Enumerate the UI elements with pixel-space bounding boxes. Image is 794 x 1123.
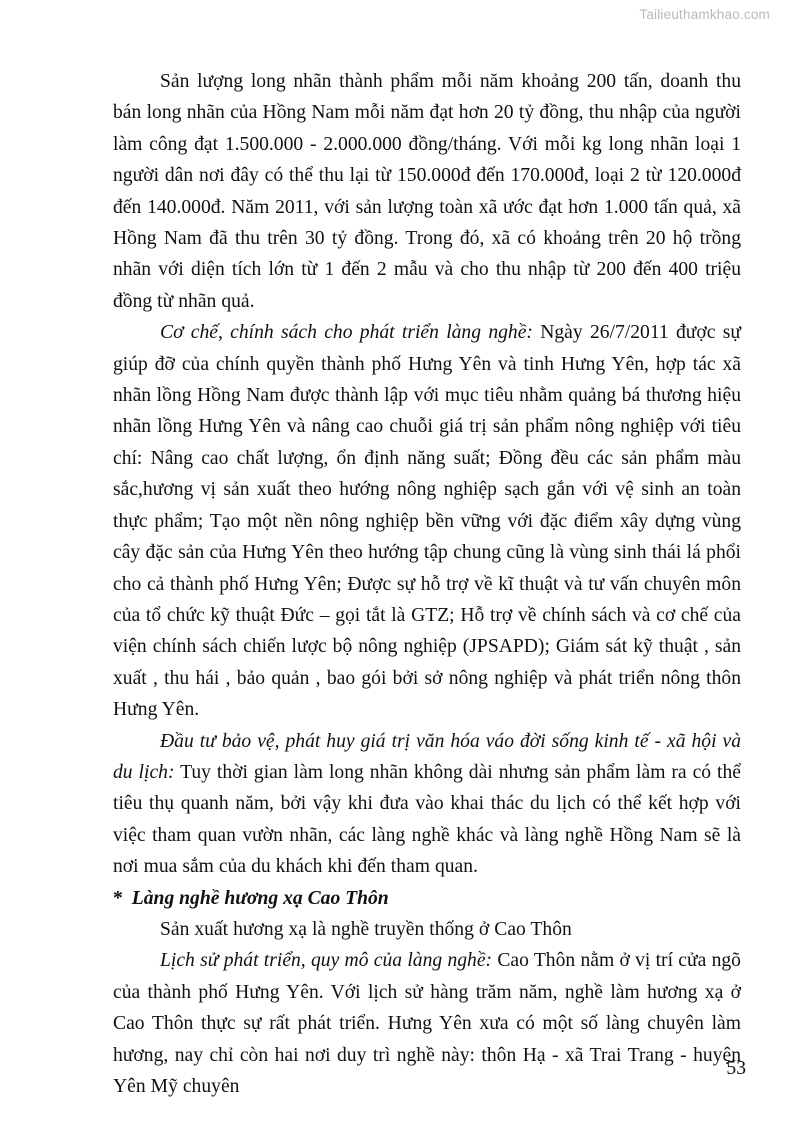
paragraph-body: Cao Thôn nằm ở vị trí cửa ngõ của thành phố Hưng Yên. Với lịch sử hàng trăm năm, nghề làm hương xạ ở Cao Thôn thực sự rất phát triển. Hưng Yên xưa có một số làng chuyên làm hương, nay chỉ còn hai nơi duy trì nghề này: thôn Hạ - xã Trai Trang - huyện Yên Mỹ chuyên: [113, 950, 741, 1097]
italic-lead-in: Cơ chế, chính sách cho phát triển làng nghề:: [160, 322, 533, 344]
page-body: [113, 66, 741, 1102]
asterisk-bullet-icon: *: [113, 887, 123, 909]
page-number: 53: [726, 1058, 746, 1080]
paragraph-block: Sản lượng long nhãn thành phẩm mỗi năm khoảng 200 tấn, doanh thu bán long nhãn của Hồng Nam mỗi năm đạt hơn 20 tỷ đồng, thu nhập của người làm công đạt 1.500.000 - 2.000.000 đồng/tháng. Với mỗi kg long nhãn loại 1 người dân nơi đây có thể thu lại từ 150.000đ đến 170.000đ, loại 2 từ 120.000đ đến 140.000đ. Năm 2011, với sản lượng toàn xã ước đạt hơn 1.000 tấn quả, xã Hồng Nam đã thu trên 30 tỷ đồng. Trong đó, xã có khoảng trên 20 hộ trồng nhãn với diện tích lớn từ 1 đến 2 mẫu và cho thu nhập từ 200 đến 400 triệu đồng từ nhãn quả.: [113, 71, 741, 312]
paragraph-block: [113, 317, 741, 725]
watermark-text: Tailieuthamkhao.com: [639, 7, 770, 22]
paragraph-block: [113, 726, 741, 883]
section-heading-label: Làng nghề hương xạ Cao Thôn: [131, 887, 389, 909]
paragraph-body: Tuy thời gian làm long nhãn không dài nhưng sản phẩm làm ra có thể tiêu thụ quanh năm, bởi vậy khi đưa vào khai thác du lịch có thể kết hợp với việc tham quan vườn nhãn, các làng nghề khác và làng nghề Hồng Nam sẽ là nơi mua sắm của du khách khi đến tham quan.: [113, 761, 741, 878]
section-heading: [113, 883, 741, 914]
italic-lead-in: Lịch sử phát triển, quy mô của làng nghề:: [160, 950, 493, 972]
paragraph-block: [113, 945, 741, 1102]
paragraph-block: Sản xuất hương xạ là nghề truyền thống ở Cao Thôn: [160, 918, 572, 940]
italic-lead-in: Đầu tư bảo vệ, phát huy giá trị văn hóa váo đời sống kinh tế - xã hội và du lịch:: [113, 730, 741, 783]
paragraph-body: Ngày 26/7/2011 được sự giúp đỡ của chính quyền thành phố Hưng Yên và tinh Hưng Yên, hợp tác xã nhãn lồng Hồng Nam được thành lập với mục tiêu nhằm quảng bá thương hiệu nhãn lồng Hưng Yên và nâng cao chuỗi giá trị sản phẩm nông nghiệp với tiêu chí: Nâng cao chất lượng, ổn định năng suất; Đồng đều các sản phẩm màu sắc,hương vị sản xuất theo hướng nông nghiệp sạch gắn với vệ sinh an toàn thực phẩm; Tạo một nền nông nghiệp bền vững với đặc điểm xây dựng vùng cây đặc sản của Hưng Yên theo hướng tập chung cũng là vùng sinh thái lá phổi cho cả thành phố Hưng Yên; Được sự hỗ trợ về kĩ thuật và tư vấn chuyên môn của tổ chức kỹ thuật Đức – gọi tắt là GTZ; Hỗ trợ về chính sách và cơ chế của viện chính sách chiến lược bộ nông nghiệp (JPSAPD); Giám sát kỹ thuật , sản xuất , thu hái , bảo quản , bao gói bởi sở nông nghiệp và phát triển nông thôn Hưng Yên.: [113, 322, 741, 721]
